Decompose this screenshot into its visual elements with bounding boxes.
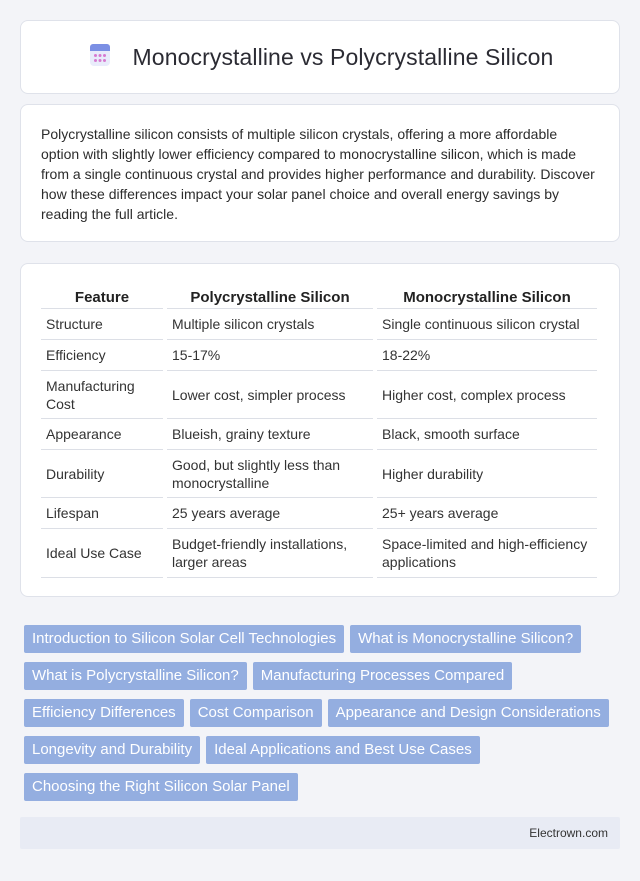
table-header-row (41, 286, 597, 309)
footer (20, 817, 620, 849)
tag-efficiency-differences[interactable]: Efficiency Differences (24, 699, 184, 727)
tag-longevity-durability[interactable]: Longevity and Durability (24, 736, 200, 764)
topic-tags (20, 618, 620, 801)
table-cell: Good, but slightly less than monocrystalline (167, 450, 373, 498)
header-monocrystalline: Monocrystalline Silicon (377, 286, 597, 309)
tag-introduction[interactable]: Introduction to Silicon Solar Cell Technologies (24, 625, 344, 653)
table-cell: Black, smooth surface (377, 419, 597, 450)
header-polycrystalline: Polycrystalline Silicon (167, 286, 373, 309)
tag-cost-comparison[interactable]: Cost Comparison (190, 699, 322, 727)
table-cell-feature: Efficiency (41, 340, 163, 371)
header-feature: Feature (41, 286, 163, 309)
comparison-table-card (20, 263, 620, 597)
page-title: Monocrystalline vs Polycrystalline Silicon (132, 43, 554, 70)
table-cell: 15-17% (167, 340, 373, 371)
table-cell: Lower cost, simpler process (167, 371, 373, 419)
table-row (41, 340, 597, 371)
table-row (41, 498, 597, 529)
calculator-icon (87, 42, 113, 73)
header-card (20, 20, 620, 94)
comparison-table (37, 286, 601, 578)
tag-appearance-design[interactable]: Appearance and Design Considerations (328, 699, 609, 727)
table-cell: 18-22% (377, 340, 597, 371)
table-cell-feature: Durability (41, 450, 163, 498)
tag-manufacturing-processes[interactable]: Manufacturing Processes Compared (253, 662, 512, 690)
table-cell: Single continuous silicon crystal (377, 309, 597, 340)
tag-choosing-panel[interactable]: Choosing the Right Silicon Solar Panel (24, 773, 298, 801)
table-cell-feature: Manufacturing Cost (41, 371, 163, 419)
tag-ideal-applications[interactable]: Ideal Applications and Best Use Cases (206, 736, 480, 764)
table-row (41, 419, 597, 450)
table-cell: Higher cost, complex process (377, 371, 597, 419)
table-cell-feature: Lifespan (41, 498, 163, 529)
table-cell-feature: Appearance (41, 419, 163, 450)
table-row (41, 450, 597, 498)
table-cell: Higher durability (377, 450, 597, 498)
table-row (41, 371, 597, 419)
table-cell: 25+ years average (377, 498, 597, 529)
table-cell: 25 years average (167, 498, 373, 529)
intro-text: Polycrystalline silicon consists of multiple silicon crystals, offering a more affordable option with slightly lower efficiency compared to monocrystalline silicon, which is made from a single continuous crystal and provides higher performance and durability. Discover how these differences impact your solar panel choice and overall energy savings by reading the full article. (41, 126, 595, 222)
tag-what-is-polycrystalline[interactable]: What is Polycrystalline Silicon? (24, 662, 247, 690)
tag-what-is-monocrystalline[interactable]: What is Monocrystalline Silicon? (350, 625, 581, 653)
table-row (41, 309, 597, 340)
footer-site[interactable]: Electrown.com (529, 826, 608, 840)
table-cell: Multiple silicon crystals (167, 309, 373, 340)
table-row (41, 529, 597, 578)
table-cell: Space-limited and high-efficiency applications (377, 529, 597, 578)
intro-card (20, 104, 620, 242)
table-cell-feature: Structure (41, 309, 163, 340)
table-cell: Blueish, grainy texture (167, 419, 373, 450)
table-cell: Budget-friendly installations, larger areas (167, 529, 373, 578)
table-cell-feature: Ideal Use Case (41, 529, 163, 578)
